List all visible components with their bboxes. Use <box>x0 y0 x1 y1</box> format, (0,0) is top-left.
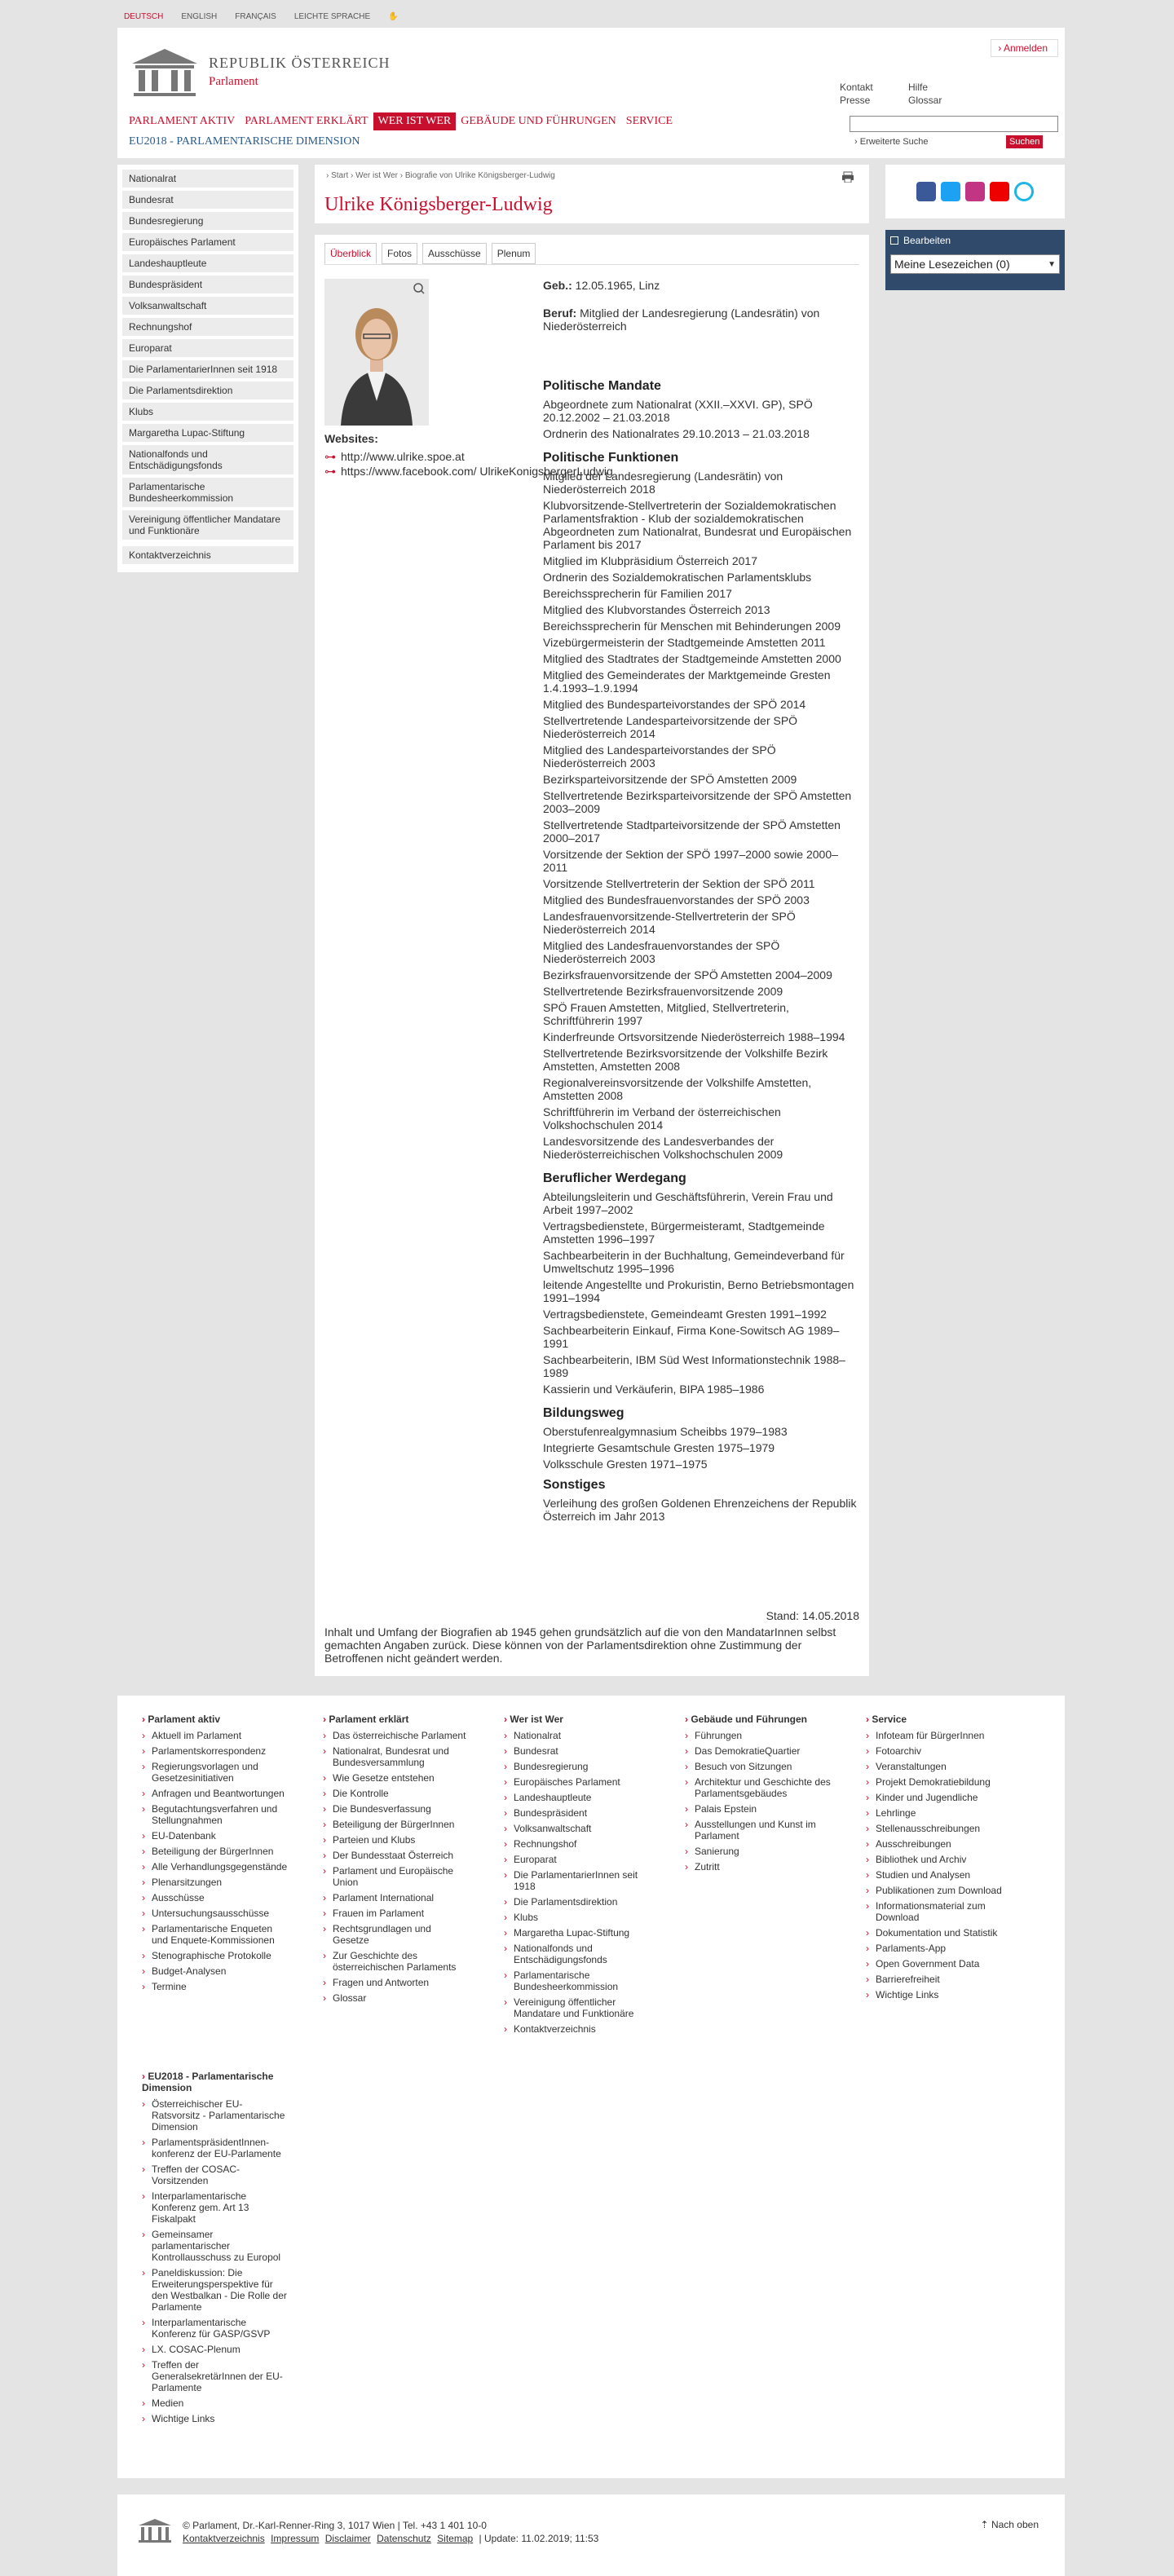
footer-link[interactable]: › Bundespräsident <box>504 1807 651 1819</box>
list-item: Ordnerin des Sozialdemokratischen Parlamentsklubs <box>543 571 812 584</box>
list-item: Mitglied des Stadtrates der Stadtgemeinde Amstetten 2000 <box>543 652 841 665</box>
sidebar-item[interactable]: Kontaktverzeichnis <box>122 546 294 564</box>
footer-link[interactable]: › Informationsmaterial zum Download <box>866 1900 1013 1923</box>
footer-link[interactable]: › Ausschreibungen <box>866 1838 1013 1850</box>
bottom-link[interactable]: Datenschutz <box>377 2533 431 2544</box>
footer-link[interactable]: › Fotoarchiv <box>866 1745 1013 1757</box>
sidebar-item[interactable]: Europäisches Parlament <box>122 233 294 251</box>
search-input[interactable] <box>850 116 1058 132</box>
logo-title: REPUBLIK ÖSTERREICH <box>209 55 391 71</box>
list-item: Bereichssprecherin für Menschen mit Behinderungen 2009 <box>543 620 841 633</box>
footer-link[interactable]: › Infoteam für BürgerInnen <box>866 1730 1013 1741</box>
footer-link[interactable]: › Bibliothek und Archiv <box>866 1854 1013 1865</box>
list-item: Mitglied im Klubpräsidium Österreich 2017 <box>543 554 757 567</box>
link-arrow-icon: ⊶ <box>324 450 336 463</box>
footer-link[interactable]: › Wichtige Links <box>866 1989 1013 2000</box>
list-item: Sachbearbeiterin in der Buchhaltung, Gemeindeverband für Umweltschutz 1995–1996 <box>543 1249 845 1275</box>
list-item: Ordnerin des Nationalrates 29.10.2013 – 21.03.2018 <box>543 427 810 440</box>
section-title: Bildungsweg <box>543 1406 625 1420</box>
print-icon[interactable] <box>841 171 854 183</box>
footer-heading[interactable]: › Service <box>866 1714 1013 1725</box>
list-item: Landesvorsitzende des Landesverbandes der Niederösterreichischen Volkshochschulen 2009 <box>543 1135 783 1161</box>
footer-link[interactable]: › LX. COSAC-Plenum <box>142 2344 289 2355</box>
nav-parlament-erklaert[interactable]: PARLAMENT ERKLÄRT <box>245 115 369 127</box>
lang-fr[interactable]: FRANÇAIS <box>235 11 276 21</box>
list-item: SPÖ Frauen Amstetten, Mitglied, Stellvertreterin, Schriftführerin 1997 <box>543 1001 789 1027</box>
footer-link[interactable]: › EU-Datenbank <box>142 1830 289 1842</box>
footer-link[interactable]: › Stellenausschreibungen <box>866 1823 1013 1834</box>
footer-link[interactable]: › Die Bundesverfassung <box>323 1803 470 1815</box>
link-arrow-icon: ⊶ <box>324 465 336 478</box>
list-item: Sachbearbeiterin Einkauf, Firma Kone-Sowitsch AG 1989–1991 <box>543 1324 840 1350</box>
footer-link[interactable]: › Der Bundesstaat Österreich <box>323 1850 470 1861</box>
bookmarks-box <box>885 230 1065 290</box>
list-item: Vertragsbedienstete, Bürgermeisteramt, Stadtgemeinde Amstetten 1996–1997 <box>543 1220 825 1246</box>
footer-link[interactable]: › Paneldiskussion: Die Erweiterungsperspektive für den Westbalkan - Die Rolle der Parlamente <box>142 2267 289 2313</box>
footer-link[interactable]: › Frauen im Parlament <box>323 1908 470 1919</box>
nav-parlament-aktiv[interactable]: PARLAMENT AKTIV <box>129 115 236 127</box>
footer-link[interactable]: › Parteien und Klubs <box>323 1834 470 1846</box>
occupation: Mitglied der Landesregierung (Landesrätin) von Niederösterreich <box>543 307 820 333</box>
bookmarks-select[interactable]: Meine Lesezeichen (0) ▼ <box>890 254 1060 274</box>
footer-link[interactable]: › Führungen <box>685 1730 832 1741</box>
list-item: Stellvertretende Bezirksvorsitzende der Volkshilfe Bezirk Amstetten, Amstetten 2008 <box>543 1047 828 1073</box>
list-item: Mitglied des Klubvorstandes Österreich 2013 <box>543 603 770 616</box>
footer-link[interactable]: › Stenographische Protokolle <box>142 1950 289 1961</box>
footer-link[interactable]: › Parlament und Europäische Union <box>323 1865 470 1888</box>
tab-ueberblick[interactable]: Überblick <box>324 243 377 264</box>
birth: 12.05.1965, Linz <box>575 279 660 292</box>
footer-link[interactable]: › Die ParlamentarierInnen seit 1918 <box>504 1869 651 1892</box>
list-item: Klubvorsitzende-Stellvertreterin der Sozialdemokratischen Parlamentsfraktion - Klub der sozialdemokratischen Abgeordneten zum Nationalrat, Bundesrat und Europäischen Parlament bis 2017 <box>543 499 852 551</box>
list-item: Vizebürgermeisterin der Stadtgemeinde Amstetten 2011 <box>543 636 826 649</box>
portrait-image <box>324 279 429 426</box>
footer-link[interactable]: › Besuch von Sitzungen <box>685 1761 832 1772</box>
footer-link[interactable]: › Projekt Demokratiebildung <box>866 1776 1013 1788</box>
title-box <box>315 165 869 223</box>
footer-link[interactable]: › Parlamentarische Enqueten und Enquete-Kommissionen <box>142 1923 289 1946</box>
tab-ausschuesse[interactable]: Ausschüsse <box>422 243 487 264</box>
sidebar-item[interactable]: Die ParlamentarierInnen seit 1918 <box>122 360 294 378</box>
sign-language-icon[interactable]: ✋ <box>388 11 399 21</box>
footer-link[interactable]: › Gemeinsamer parlamentarischer Kontrollausschuss zu Europol <box>142 2229 289 2263</box>
parliament-logo-icon <box>137 2517 173 2543</box>
footer-link[interactable]: › Kinder und Jugendliche <box>866 1792 1013 1803</box>
footer-link[interactable]: › Plenarsitzungen <box>142 1877 289 1888</box>
footer-link[interactable]: › Untersuchungsausschüsse <box>142 1908 289 1919</box>
sidebar-item[interactable]: Rechnungshof <box>122 318 294 336</box>
lang-easy[interactable]: LEICHTE SPRACHE <box>294 11 371 21</box>
footer-link[interactable]: › Lehrlinge <box>866 1807 1013 1819</box>
footer-link[interactable]: › Anfragen und Beantwortungen <box>142 1788 289 1799</box>
footer-heading[interactable]: › Parlament aktiv <box>142 1714 289 1725</box>
footer-link[interactable]: › Kontaktverzeichnis <box>504 2023 651 2035</box>
list-item: Abteilungsleiterin und Geschäftsführerin, Verein Frau und Arbeit 1997–2002 <box>543 1190 833 1216</box>
list-item: Stellvertretende Landesparteivorsitzende der SPÖ Niederösterreich 2014 <box>543 714 798 740</box>
list-item: Mitglied des Landesparteivorstandes der SPÖ Niederösterreich 2003 <box>543 743 776 770</box>
search-button[interactable]: Suchen <box>1006 135 1043 148</box>
list-item: Bezirksfrauenvorsitzende der SPÖ Amstetten 2004–2009 <box>543 968 832 981</box>
footer-heading[interactable]: › Parlament erklärt <box>323 1714 470 1725</box>
list-item: leitende Angestellte und Prokuristin, Berno Betriebsmontagen 1991–1994 <box>543 1278 854 1304</box>
list-item: Bezirksparteivorsitzende der SPÖ Amstetten 2009 <box>543 773 797 786</box>
footer-link[interactable]: › Klubs <box>504 1912 651 1923</box>
footer-link[interactable]: › Rechnungshof <box>504 1838 651 1850</box>
youtube-icon[interactable] <box>990 182 1009 201</box>
footer-link[interactable]: › Wie Gesetze entstehen <box>323 1772 470 1784</box>
sidebar-item[interactable]: Vereinigung öffentlicher Mandatare und Funktionäre <box>122 510 294 540</box>
websites-title: Websites: <box>324 432 378 445</box>
sidebar-item[interactable]: Parlamentarische Bundesheerkommission <box>122 478 294 507</box>
sidebar-item[interactable]: Bundespräsident <box>122 276 294 293</box>
instagram-icon[interactable] <box>965 182 985 201</box>
footer-link[interactable]: › Nationalfonds und Entschädigungsfonds <box>504 1943 651 1965</box>
footer-link[interactable]: › Bundesregierung <box>504 1761 651 1772</box>
bottom-link[interactable]: Sitemap <box>437 2533 474 2544</box>
tab-bar <box>324 243 536 264</box>
footer-link[interactable]: › Die Kontrolle <box>323 1788 470 1799</box>
list-item: Stellvertretende Stadtparteivorsitzende der SPÖ Amstetten 2000–2017 <box>543 818 841 845</box>
update-date: | Update: 11.02.2019; 11:53 <box>479 2533 599 2544</box>
list-item: Kinderfreunde Ortsvorsitzende Niederösterreich 1988–1994 <box>543 1030 845 1043</box>
list-item: Vertragsbedienstete, Gemeindeamt Gresten 1991–1992 <box>543 1308 827 1321</box>
footer-link[interactable]: › Fragen und Antworten <box>323 1977 470 1988</box>
website-link[interactable]: https://www.facebook.com/ UlrikeKonigsbergerLudwig <box>341 465 613 478</box>
footer-link[interactable]: › Interparlamentarische Konferenz für GASP/GSVP <box>142 2317 289 2340</box>
footer-heading[interactable]: › Gebäude und Führungen <box>685 1714 832 1725</box>
section-title: Politische Mandate <box>543 379 661 393</box>
list-item: Mitglied des Gemeinderates der Marktgemeinde Gresten 1.4.1993–1.9.1994 <box>543 668 831 695</box>
flickr-icon[interactable] <box>1014 182 1034 201</box>
nav-wer-ist-wer[interactable]: WER IST WER <box>373 112 457 130</box>
facebook-icon[interactable] <box>916 182 936 201</box>
footer-bottom <box>117 2494 1065 2576</box>
footer-link[interactable]: › Barrierefreiheit <box>866 1974 1013 1985</box>
link-glossar[interactable]: Glossar <box>908 95 942 106</box>
list-item: Kassierin und Verkäuferin, BIPA 1985–1986 <box>543 1383 765 1396</box>
login-link[interactable]: › Anmelden <box>991 39 1058 57</box>
footer-link[interactable]: › Termine <box>142 1981 289 1992</box>
bookmarks-title[interactable]: Bearbeiten <box>903 235 951 246</box>
list-item: Stellvertretende Bezirksparteivorsitzende der SPÖ Amstetten 2003–2009 <box>543 789 852 815</box>
list-item: Schriftführerin im Verband der österreichischen Volkshochschulen 2014 <box>543 1105 781 1131</box>
list-item: Oberstufenrealgymnasium Scheibbs 1979–1983 <box>543 1425 788 1438</box>
footer-link[interactable]: › Zur Geschichte des österreichischen Parlaments <box>323 1950 470 1973</box>
footer-link[interactable]: › Palais Epstein <box>685 1803 832 1815</box>
footer-link[interactable]: › Publikationen zum Download <box>866 1885 1013 1896</box>
page-title: Ulrike Königsberger-Ludwig <box>324 194 553 215</box>
footer-link[interactable]: › Beteiligung der BürgerInnen <box>323 1819 470 1830</box>
footer-link[interactable]: › Volksanwaltschaft <box>504 1823 651 1834</box>
footer-link[interactable]: › Dokumentation und Statistik <box>866 1927 1013 1939</box>
tab-fotos[interactable]: Fotos <box>382 243 417 264</box>
sidebar-item[interactable]: Volksanwaltschaft <box>122 297 294 315</box>
footer-link[interactable]: › Ausschüsse <box>142 1892 289 1903</box>
sidebar-nav <box>117 165 298 572</box>
footer-link[interactable]: › Europarat <box>504 1854 651 1865</box>
footer-link[interactable]: › Alle Verhandlungsgegenstände <box>142 1861 289 1872</box>
footer-link[interactable]: › Glossar <box>323 1992 470 2004</box>
sidebar-item[interactable]: Europarat <box>122 339 294 357</box>
last-updated: Stand: 14.05.2018 <box>766 1609 859 1622</box>
link-presse[interactable]: Presse <box>840 95 871 106</box>
tab-plenum[interactable]: Plenum <box>492 243 536 264</box>
bottom-link[interactable]: Disclaimer <box>324 2533 371 2544</box>
sidebar-item[interactable]: Nationalrat <box>122 170 294 187</box>
footer-link[interactable]: › Wichtige Links <box>142 2413 289 2424</box>
footer-link[interactable]: › Nationalrat <box>504 1730 651 1741</box>
footer-link[interactable]: › Interparlamentarische Konferenz gem. Art 13 Fiskalpakt <box>142 2190 289 2225</box>
footer-link[interactable]: › ParlamentspräsidentInnen-konferenz der EU-Parlamente <box>142 2137 289 2159</box>
list-item: Regionalvereinsvorsitzende der Volkshilfe Amstetten, Amstetten 2008 <box>543 1076 812 1102</box>
website-link[interactable]: http://www.ulrike.spoe.at <box>341 450 465 463</box>
footer-link[interactable]: › Aktuell im Parlament <box>142 1730 289 1741</box>
footer-link[interactable]: › Architektur und Geschichte des Parlamentsgebäudes <box>685 1776 832 1799</box>
link-kontakt[interactable]: Kontakt <box>840 82 873 93</box>
footer-link[interactable]: › Vereinigung öffentlicher Mandatare und Funktionäre <box>504 1996 651 2019</box>
footer-link[interactable]: › Parlament International <box>323 1892 470 1903</box>
lang-en[interactable]: ENGLISH <box>181 11 218 21</box>
section-title: Beruflicher Werdegang <box>543 1171 686 1185</box>
sidebar-item[interactable]: Die Parlamentsdirektion <box>122 382 294 399</box>
sidebar-item[interactable]: Bundesrat <box>122 191 294 209</box>
lang-de[interactable]: DEUTSCH <box>124 11 164 21</box>
footer-link[interactable]: › Regierungsvorlagen und Gesetzesinitiativen <box>142 1761 289 1784</box>
footer-link[interactable]: › Zutritt <box>685 1861 832 1872</box>
bio-info: Geb.: 12.05.1965, Linz Beruf: Mitglied der Landesregierung (Landesrätin) von Niederösterreich Politische Mandate Abgeordnete zum Nationalrat (XXII.–XXVI. GP), SPÖ 20.12.2002 – 21.03.2018 Ordnerin des Nationalrates 29.10.2013 – 21.03.2018 Politische Funktionen Mitglied der Landesregierung (Landesrätin) von Niederösterreich 2018 Klubvorsitzende-Stellvertreterin der Sozialdemokratischen Parlamentsfraktion - Klub der sozialdemokratischen Abgeordneten zum Nationalrat, Bundesrat und Europäischen Parlament bis 2017 Mitglied im Klubpräsidium Österreich 2017 Ordnerin des Sozialdemokratischen Parlamentsklubs Bereichssprecherin für Familien 2017 Mitglied des Klubvorstandes Österreich 2013 Bereichssprecherin für Menschen mit Behinderungen 2009 Vizebürgermeisterin der Stadtgemeinde Amstetten 2011 Mitglied des Stadtrates der Stadtgemeinde Amstetten 2000 Mitglied des Gemeinderates der Marktgemeinde Gresten 1.4.1993–1.9.1994 Mitglied des Bundesparteivorstandes der SPÖ 2014 Stellvertretende Landesparteivorsitzende der SPÖ Niederösterreich 2014 Mitglied des Landesparteivorstandes der SPÖ Niederösterreich 2003 Bezirksparteivorsitzende der SPÖ Amstetten 2009 Stellvertretende Bezirksparteivorsitzende der SPÖ Amstetten 2003–2009 Stellvertretende Stadtparteivorsitzende der SPÖ Amstetten 2000–2017 Vorsitzende der Sektion der SPÖ 1997–2000 sowie 2000–2011 Vorsitzende Stellvertreterin der Sektion der SPÖ 2011 Mitglied des Bundesfrauenvorstandes der SPÖ 2003 Landesfrauenvorsitzende-Stellvertreterin der SPÖ Niederösterreich 2014 Mitglied des Landesfrauenvorstandes der SPÖ Niederösterreich 2003 Bezirksfrauenvorsitzende der SPÖ Amstetten 2004–2009 Stellvertretende Bezirksfrauenvorsitzende 2009 SPÖ Frauen Amstetten, Mitglied, Stellvertreterin, Schriftführerin 1997 Kinderfreunde Ortsvorsitzende Niederösterreich 1988–1994 Stellvertretende Bezirksvorsitzende der Volkshilfe Bezirk Amstetten, Amstetten 2008 Regionalvereinsvorsitzende der Volkshilfe Amstetten, Amstetten 2008 Schriftführerin im Verband der österreichischen Volkshochschulen 2014 Landesvorsitzende des Landesverbandes der Niederösterreichischen Volkshochschulen 2009 Beruflicher Werdegang Abteilungsleiterin und Geschäftsführerin, Verein Frau und Arbeit 1997–2002 Vertragsbedienstete, Bürgermeisteramt, Stadtgemeinde Amstetten 1996–1997 Sachbearbeiterin in der Buchhaltung, Gemeindeverband für Umweltschutz 1995–1996 leitende Angestellte und Prokuristin, Berno Betriebsmontagen 1991–1994 Vertragsbedienstete, Gemeindeamt Gresten 1991–1992 Sachbearbeiterin Einkauf, Firma Kone-Sowitsch AG 1989–1991 Sachbearbeiterin, IBM Süd West Informationstechnik 1988–1989 Kassierin und Verkäuferin, BIPA 1985–1986 Bildungsweg Oberstufenrealgymnasium Scheibbs 1979–1983 Integrierte Gesamtschule Gresten 1975–1979 Volksschule Gresten 1971–1975 Sonstiges Verleihung des großen Goldenen Ehrenzeichens der Republik Österreich im Jahr 2013 <box>543 279 861 1526</box>
footer-link[interactable]: › Treffen der COSAC-Vorsitzenden <box>142 2164 289 2186</box>
footer-sitemap <box>117 1696 1065 2478</box>
footer-link[interactable]: › Sanierung <box>685 1846 832 1857</box>
list-item: Sachbearbeiterin, IBM Süd West Informationstechnik 1988–1989 <box>543 1353 845 1379</box>
footer-link[interactable]: › Begutachtungsverfahren und Stellungnahmen <box>142 1803 289 1826</box>
main-nav <box>124 112 677 130</box>
sidebar-item[interactable]: Nationalfonds und Entschädigungsfonds <box>122 445 294 474</box>
list-item: Vorsitzende der Sektion der SPÖ 1997–2000 sowie 2000–2011 <box>543 848 838 874</box>
footer-link[interactable]: › Parlamentarische Bundesheerkommission <box>504 1969 651 1992</box>
list-item: Abgeordnete zum Nationalrat (XXII.–XXVI. GP), SPÖ 20.12.2002 – 21.03.2018 <box>543 398 813 424</box>
chevron-down-icon: ▼ <box>1048 260 1056 269</box>
header <box>117 28 1065 158</box>
footer-link[interactable]: › Budget-Analysen <box>142 1965 289 1977</box>
bottom-link[interactable]: Impressum <box>271 2533 320 2544</box>
footer-link[interactable]: › Open Government Data <box>866 1958 1013 1969</box>
nav-service[interactable]: SERVICE <box>625 115 673 127</box>
list-item: Volksschule Gresten 1971–1975 <box>543 1458 708 1471</box>
disclaimer: Inhalt und Umfang der Biografien ab 1945 gehen grundsätzlich auf die von den MandatarInnen selbst gemachten Angaben zurück. Diese können von der Parlamentsdirektion ohne Zustimmung der Betroffenen nicht geändert werden. <box>324 1625 836 1665</box>
logo[interactable] <box>129 46 391 98</box>
footer-link[interactable]: › Parlamentskorrespondenz <box>142 1745 289 1757</box>
footer-heading[interactable]: › EU2018 - Parlamentarische Dimension <box>142 2071 289 2093</box>
list-item: Integrierte Gesamtschule Gresten 1975–1979 <box>543 1441 775 1454</box>
footer-link[interactable]: › Landeshauptleute <box>504 1792 651 1803</box>
list-item: Stellvertretende Bezirksfrauenvorsitzende 2009 <box>543 985 783 998</box>
footer-link[interactable]: › Europäisches Parlament <box>504 1776 651 1788</box>
list-item: Mitglied des Landesfrauenvorstandes der SPÖ Niederösterreich 2003 <box>543 939 780 965</box>
list-item: Landesfrauenvorsitzende-Stellvertreterin der SPÖ Niederösterreich 2014 <box>543 910 796 936</box>
list-item: Bereichssprecherin für Familien 2017 <box>543 587 732 600</box>
logo-subtitle: Parlament <box>209 75 258 88</box>
biography <box>315 235 869 1676</box>
list-item: Mitglied des Bundesfrauenvorstandes der SPÖ 2003 <box>543 893 810 906</box>
list-item: Vorsitzende Stellvertreterin der Sektion der SPÖ 2011 <box>543 877 815 890</box>
extended-search-link[interactable]: › Erweiterte Suche <box>854 137 929 147</box>
sidebar-item[interactable]: Margaretha Lupac-Stiftung <box>122 424 294 442</box>
list-item: Mitglied der Landesregierung (Landesrätin) von Niederösterreich 2018 <box>543 470 783 496</box>
language-bar <box>124 10 399 23</box>
footer-link[interactable]: › Rechtsgrundlagen und Gesetze <box>323 1923 470 1946</box>
footer-link[interactable]: › Das österreichische Parlament <box>323 1730 470 1741</box>
footer-heading[interactable]: › Wer ist Wer <box>504 1714 651 1725</box>
section-title: Politische Funktionen <box>543 451 679 465</box>
section-title: Sonstiges <box>543 1478 606 1492</box>
footer-link[interactable]: › Studien und Analysen <box>866 1869 1013 1881</box>
breadcrumb[interactable]: › Start › Wer ist Wer › Biografie von Ulrike Königsberger-Ludwig <box>326 171 555 180</box>
address: © Parlament, Dr.-Karl-Renner-Ring 3, 1017 Wien | Tel. +43 1 401 10-0 <box>183 2520 487 2531</box>
footer-link[interactable]: › Veranstaltungen <box>866 1761 1013 1772</box>
twitter-icon[interactable] <box>941 182 960 201</box>
arrow-up-icon: ⇡ <box>980 2519 989 2530</box>
footer-link[interactable]: › Das DemokratieQuartier <box>685 1745 832 1757</box>
edit-icon <box>890 236 898 245</box>
footer-link[interactable]: › Österreichischer EU-Ratsvorsitz - Parlamentarische Dimension <box>142 2098 289 2133</box>
footer-link[interactable]: › Bundesrat <box>504 1745 651 1757</box>
sidebar-item[interactable]: Bundesregierung <box>122 212 294 230</box>
sidebar-item[interactable]: Landeshauptleute <box>122 254 294 272</box>
parliament-logo-icon <box>129 46 201 98</box>
zoom-icon[interactable] <box>413 282 426 295</box>
portrait-photo[interactable] <box>324 279 429 426</box>
bottom-link[interactable]: Kontaktverzeichnis <box>183 2533 265 2544</box>
footer-link[interactable]: › Beteiligung der BürgerInnen <box>142 1846 289 1857</box>
social-links <box>885 165 1065 218</box>
footer-link[interactable]: › Margaretha Lupac-Stiftung <box>504 1927 651 1939</box>
list-item: Verleihung des großen Goldenen Ehrenzeichens der Republik Österreich im Jahr 2013 <box>543 1497 857 1523</box>
footer-link[interactable]: › Die Parlamentsdirektion <box>504 1896 651 1908</box>
footer-link[interactable]: › Ausstellungen und Kunst im Parlament <box>685 1819 832 1842</box>
footer-link[interactable]: › Medien <box>142 2397 289 2409</box>
sidebar-item[interactable]: Klubs <box>122 403 294 421</box>
footer-link[interactable]: › Parlaments-App <box>866 1943 1013 1954</box>
footer-link[interactable]: › Treffen der GeneralsekretärInnen der EU-Parlamente <box>142 2359 289 2393</box>
nav-gebaeude[interactable]: GEBÄUDE UND FÜHRUNGEN <box>461 115 616 127</box>
footer-link[interactable]: › Nationalrat, Bundesrat und Bundesversammlung <box>323 1745 470 1768</box>
list-item: Mitglied des Bundesparteivorstandes der SPÖ 2014 <box>543 698 806 711</box>
nav-eu2018[interactable]: EU2018 - PARLAMENTARISCHE DIMENSION <box>129 135 360 148</box>
back-to-top-link[interactable]: ⇡ Nach oben <box>980 2519 1039 2530</box>
link-hilfe[interactable]: Hilfe <box>908 82 929 93</box>
